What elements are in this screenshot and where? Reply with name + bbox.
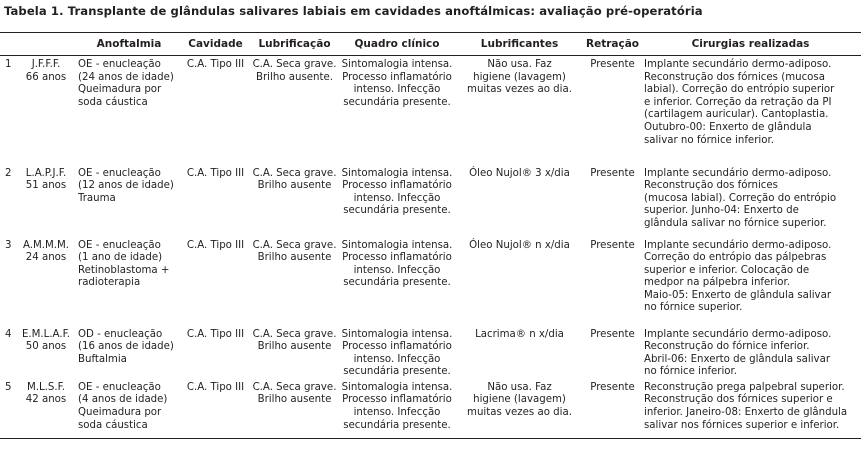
cell-quadro-clinico-line: secundária presente. [343,419,451,431]
cell-lubrificantes [454,237,585,326]
cell-quadro-clinico-line: Processo inflamatório [342,341,452,353]
cell-lubrificacao-line: Brilho ausente [257,341,332,353]
cell-patient [16,237,76,326]
cell-anoftalmia-line: Trauma [78,192,116,204]
cell-anoftalmia-line: OE - enucleação [78,167,161,179]
cell-retracao-line: Presente [590,381,635,393]
cell-lubrificantes-line: Óleo Nujol® n x/dia [469,239,570,251]
cell-lubrificacao [249,165,340,237]
cell-patient-line: M.L.S.F. [26,381,66,393]
cell-anoftalmia-line: OD - enucleação [78,328,163,340]
cell-quadro-clinico-line: Sintomalogia intensa. [341,381,453,393]
cell-lubrificacao [249,379,340,439]
cell-lubrificantes-line: muitas vezes ao dia. [467,84,572,96]
cell-patient [16,326,76,379]
cell-lubrificacao-line: Brilho ausente [257,394,332,406]
cell-quadro-clinico-line: Sintomalogia intensa. [341,167,453,179]
cell-quadro-clinico-line: intenso. Infecção [353,407,441,419]
header-row [0,33,861,56]
cell-anoftalmia-line: OE - enucleação [78,239,161,251]
cell-quadro-clinico-line: secundária presente. [343,205,451,217]
cell-cavidade [182,326,249,379]
cell-lubrificacao-line: C.A. Seca grave. [252,381,337,393]
cell-lubrificacao-line: C.A. Seca grave. [252,167,337,179]
cell-num: 2 [5,167,12,179]
cell-cirurgias-line: Implante secundário dermo-adiposo. [644,59,832,70]
cell-retracao-line: Presente [590,239,635,251]
cell-cirurgias-line: Reconstrução do fórnice inferior. [644,341,810,353]
header-anoftalmia: Anoftalmia [76,33,182,56]
cell-lubrificacao-line: C.A. Seca grave. [252,59,337,70]
cell-anoftalmia-line: (24 anos de idade) [78,71,174,83]
cell-cavidade [182,379,249,439]
cell-cirurgias-line: inferior. Janeiro-08: Enxerto de glândula [644,407,848,419]
cell-retracao [585,379,640,439]
preoperative-table [0,32,861,439]
cell-lubrificacao-line: Brilho ausente [257,180,332,192]
cell-cavidade-line: C.A. Tipo III [186,167,245,179]
cell-lubrificantes-line: Não usa. Faz [487,59,552,70]
cell-patient [16,165,76,237]
cell-anoftalmia [76,56,182,165]
cell-quadro-clinico-line: intenso. Infecção [353,84,441,96]
cell-num: 5 [0,379,16,439]
cell-patient [16,379,76,439]
cell-retracao [585,165,640,237]
cell-anoftalmia [76,326,182,379]
cell-patient-line: 42 anos [25,394,67,406]
cell-retracao [585,326,640,379]
cell-anoftalmia-line: OE - enucleação [78,381,161,393]
cell-lubrificantes-line: Lacrima® n x/dia [475,328,564,340]
cell-cirurgias-line: (cartilagem auricular). Cantoplastia. [644,109,829,121]
cell-cirurgias-line: (mucosa labial). Correção do entrópio [644,192,837,204]
cell-cirurgias-line: Reconstrução dos fórnices superior e [644,394,833,406]
cell-anoftalmia [76,165,182,237]
cell-lubrificacao-line: Brilho ausente. [256,71,333,83]
cell-anoftalmia-line: radioterapia [78,277,141,289]
cell-lubrificantes-line: Óleo Nujol® 3 x/dia [469,167,570,179]
cell-cirurgias-line: superior e inferior. Colocação de [644,264,810,276]
cell-patient-line: E.M.L.A.F. [21,328,71,340]
cell-cavidade [182,237,249,326]
cell-quadro-clinico [340,237,454,326]
header-cavidade: Cavidade [182,33,249,56]
cell-quadro-clinico-line: Processo inflamatório [342,180,452,192]
header-lubrificantes: Lubrificantes [454,33,585,56]
header-retracao: Retração [585,33,640,56]
cell-cirurgias-line: Abril-06: Enxerto de glândula salivar [644,353,831,365]
cell-patient [16,56,76,165]
cell-anoftalmia-line: OE - enucleação [78,59,161,70]
cell-cirurgias-line: Implante secundário dermo-adiposo. [644,167,832,179]
cell-anoftalmia-line: Buftalmia [78,353,127,365]
table-title: Tabela 1. Transplante de glândulas salivares labiais em cavidades anoftálmicas: avaliação pré-operatória [4,4,703,18]
cell-num: 4 [5,328,12,340]
cell-cirurgias-line: Maio-05: Enxerto de glândula salivar [644,289,832,301]
cell-quadro-clinico-line: Sintomalogia intensa. [341,328,453,340]
table-row [0,326,861,379]
header-quadro-clinico: Quadro clínico [340,33,454,56]
cell-quadro-clinico-line: secundária presente. [343,366,451,378]
cell-lubrificantes [454,379,585,439]
cell-retracao [585,237,640,326]
cell-quadro-clinico-line: Sintomalogia intensa. [341,59,453,70]
cell-quadro-clinico [340,56,454,165]
cell-cirurgias-line: e inferior. Correção da retração da PI [644,96,832,108]
cell-cirurgias-line: Reconstrução dos fórnices [644,180,778,192]
cell-anoftalmia-line: (12 anos de idade) [78,180,174,192]
cell-quadro-clinico-line: secundária presente. [343,96,451,108]
cell-lubrificacao-line: C.A. Seca grave. [252,328,337,340]
cell-patient-line: 50 anos [25,341,67,353]
cell-lubrificacao-line: C.A. Seca grave. [252,239,337,251]
cell-cirurgias [640,165,861,237]
cell-cirurgias-line: medpor na pálpebra inferior. [644,277,791,289]
cell-cirurgias-line: Reconstrução dos fórnices (mucosa [644,71,825,83]
cell-anoftalmia-line: Queimadura por [78,407,162,419]
header-lubrificacao: Lubrificação [249,33,340,56]
cell-cirurgias [640,237,861,326]
cell-lubrificantes-line: muitas vezes ao dia. [467,407,572,419]
cell-quadro-clinico-line: Processo inflamatório [342,71,452,83]
cell-cavidade-line: C.A. Tipo III [186,239,245,251]
cell-cirurgias-line: superior. Junho-04: Enxerto de [644,205,799,217]
cell-anoftalmia-line: Queimadura por [78,84,162,96]
cell-quadro-clinico-line: Processo inflamatório [342,252,452,264]
cell-anoftalmia [76,237,182,326]
cell-lubrificantes [454,165,585,237]
cell-lubrificantes [454,56,585,165]
cell-lubrificacao [249,237,340,326]
cell-cirurgias-line: no fórnice inferior. [644,366,738,378]
cell-cavidade [182,165,249,237]
cell-anoftalmia-line: soda cáustica [78,419,148,431]
cell-lubrificantes [454,326,585,379]
cell-cirurgias-line: Implante secundário dermo-adiposo. [644,328,832,340]
cell-anoftalmia-line: Retinoblastoma + [78,264,170,276]
header-num [0,33,16,56]
cell-cirurgias-line: Outubro-00: Enxerto de glândula [644,121,812,133]
cell-cavidade-line: C.A. Tipo III [186,59,245,70]
table-row [0,56,861,165]
cell-cirurgias-line: Reconstrução prega palpebral superior. [644,381,845,393]
cell-lubrificantes-line: Não usa. Faz [487,381,552,393]
cell-quadro-clinico-line: intenso. Infecção [353,264,441,276]
cell-retracao [585,56,640,165]
cell-lubrificacao [249,56,340,165]
cell-patient-line: A.M.M.M. [22,239,70,251]
cell-quadro-clinico-line: intenso. Infecção [353,353,441,365]
cell-quadro-clinico [340,326,454,379]
cell-num: 3 [5,239,12,251]
cell-quadro-clinico-line: secundária presente. [343,277,451,289]
cell-quadro-clinico-line: Sintomalogia intensa. [341,239,453,251]
cell-cavidade-line: C.A. Tipo III [186,381,245,393]
cell-cirurgias [640,56,861,165]
cell-patient-line: J.F.F.F. [31,59,61,70]
cell-quadro-clinico-line: Processo inflamatório [342,394,452,406]
cell-cirurgias-line: glândula salivar no fórnice superior. [644,217,827,229]
table-row [0,237,861,326]
cell-patient-line: L.A.P.J.F. [25,167,67,179]
cell-anoftalmia-line: (16 anos de idade) [78,341,174,353]
header-patient [16,33,76,56]
cell-patient-line: 51 anos [25,180,67,192]
cell-cavidade [182,56,249,165]
cell-cavidade-line: C.A. Tipo III [186,328,245,340]
cell-cirurgias-line: Implante secundário dermo-adiposo. [644,239,832,251]
cell-anoftalmia-line: (1 ano de idade) [78,252,163,264]
cell-cirurgias-line: Correção do entrópio das pálpebras [644,252,827,264]
cell-quadro-clinico [340,379,454,439]
cell-lubrificacao [249,326,340,379]
cell-quadro-clinico [340,165,454,237]
cell-cirurgias-line: no fórnice superior. [644,302,743,314]
cell-retracao-line: Presente [590,328,635,340]
cell-patient-line: 24 anos [25,252,67,264]
cell-cirurgias [640,379,861,439]
cell-cirurgias-line: salivar no fórnice inferior. [644,134,774,146]
cell-lubrificacao-line: Brilho ausente [257,252,332,264]
cell-anoftalmia [76,379,182,439]
cell-cirurgias-line: salivar nos fórnices superior e inferior. [644,419,840,431]
table-row [0,165,861,237]
cell-anoftalmia-line: soda cáustica [78,96,148,108]
cell-lubrificantes-line: higiene (lavagem) [473,394,566,406]
header-cirurgias: Cirurgias realizadas [640,33,861,56]
cell-quadro-clinico-line: intenso. Infecção [353,192,441,204]
cell-lubrificantes-line: higiene (lavagem) [473,71,566,83]
table-row [0,379,861,439]
cell-anoftalmia-line: (4 anos de idade) [78,394,168,406]
cell-retracao-line: Presente [590,167,635,179]
cell-retracao-line: Presente [590,59,635,70]
cell-patient-line: 66 anos [25,71,67,83]
cell-num: 1 [5,59,12,70]
cell-cirurgias [640,326,861,379]
cell-cirurgias-line: labial). Correção do entrópio superior [644,84,835,96]
